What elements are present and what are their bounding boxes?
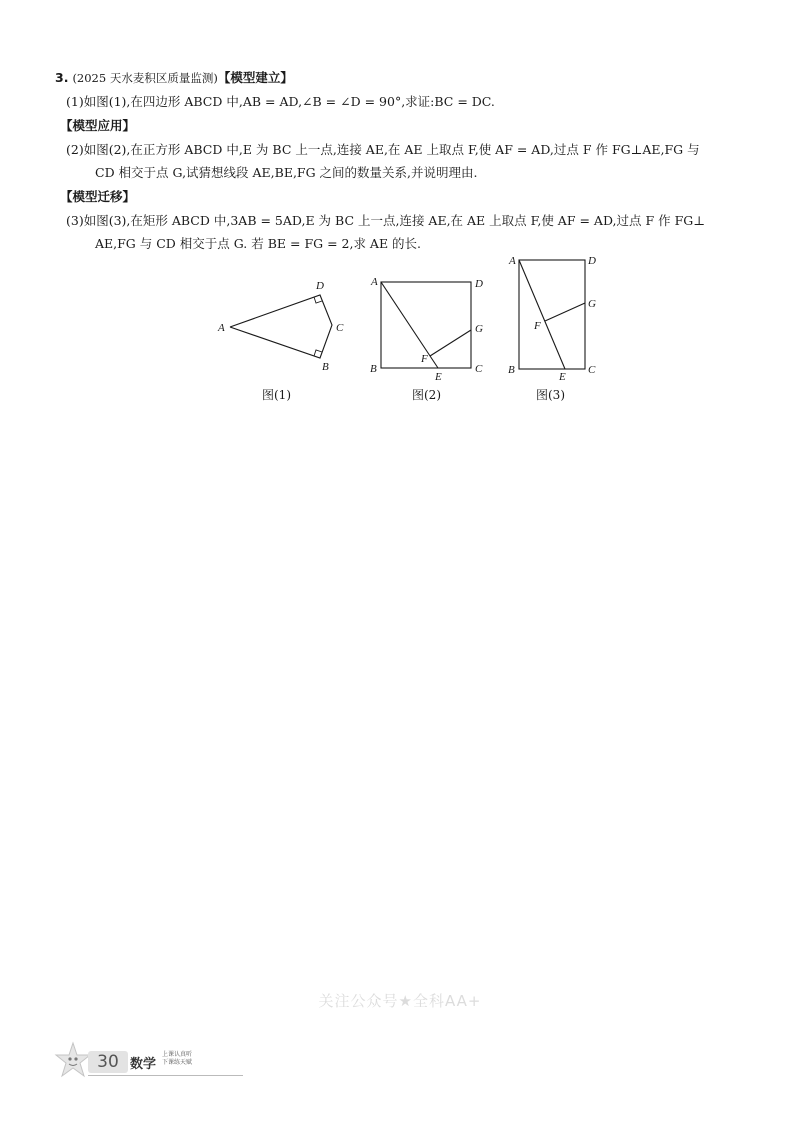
- segment-fg: [545, 303, 585, 321]
- mascot-star-icon: [54, 1041, 92, 1081]
- tag-model-apply: 【模型应用】: [60, 118, 136, 133]
- label-g: G: [588, 298, 596, 310]
- label-f: F: [421, 353, 428, 365]
- part2-line1: (2)如图(2),在正方形 ABCD 中,E 为 BC 上一点,连接 AE,在 AE 上取点 F,使 AF = AD,过点 F 作 FG⊥AE,FG 与: [66, 142, 700, 157]
- label-a: A: [218, 322, 225, 334]
- part1-text: (1)如图(1),在四边形 ABCD 中,AB = AD,∠B = ∠D = 90°,求证:BC = DC.: [66, 94, 495, 109]
- figure-2-caption: 图(2): [412, 388, 441, 402]
- figure-2: [365, 270, 490, 389]
- part2-line2: CD 相交于点 G,试猜想线段 AE,BE,FG 之间的数量关系,并说明理由.: [95, 165, 478, 180]
- rectangle-abcd: [519, 260, 585, 369]
- label-e: E: [559, 371, 566, 382]
- page-footer: [48, 1045, 208, 1081]
- segment-ae: [381, 282, 438, 368]
- footer-subject: 数学: [130, 1057, 157, 1072]
- label-b: B: [508, 364, 515, 376]
- label-d: D: [588, 255, 596, 267]
- figure-3-caption: 图(3): [536, 388, 565, 402]
- watermark: 关注公众号★全科AA+: [318, 992, 482, 1010]
- label-d: D: [475, 278, 483, 290]
- label-b: B: [370, 363, 377, 375]
- label-g: G: [475, 323, 483, 335]
- figure-1: [210, 275, 350, 379]
- question-source: (2025 天水麦积区质量监测): [72, 71, 218, 85]
- segment-fg: [430, 330, 471, 356]
- quadrilateral-abcd: [230, 295, 332, 358]
- part3-line1: (3)如图(3),在矩形 ABCD 中,3AB = 5AD,E 为 BC 上一点,连接 AE,在 AE 上取点 F,使 AF = AD,过点 F 作 FG⊥: [66, 213, 706, 228]
- footer-rule: [88, 1075, 243, 1076]
- label-c: C: [588, 364, 596, 376]
- slogan-line-2: 下课练天赋: [162, 1059, 193, 1066]
- label-a: A: [371, 276, 378, 288]
- label-c: C: [336, 322, 344, 334]
- page-number: 30: [88, 1051, 128, 1073]
- label-e: E: [435, 371, 442, 383]
- label-a: A: [509, 255, 516, 267]
- footer-slogan: [162, 1051, 192, 1067]
- label-b: B: [322, 361, 329, 373]
- tag-model-transfer: 【模型迁移】: [60, 189, 136, 204]
- label-c: C: [475, 363, 483, 375]
- part3-line2: AE,FG 与 CD 相交于点 G. 若 BE = FG = 2,求 AE 的长.: [95, 236, 422, 251]
- figure-1-caption: 图(1): [262, 388, 291, 402]
- slogan-line-1: 上课认真听: [162, 1051, 193, 1058]
- label-f: F: [534, 320, 541, 332]
- figure-3: [505, 252, 605, 386]
- label-d: D: [316, 280, 324, 292]
- tag-model-build: 【模型建立】: [217, 70, 293, 85]
- segment-ae: [519, 260, 565, 369]
- question-header: [55, 70, 293, 86]
- question-number: 3.: [55, 70, 69, 85]
